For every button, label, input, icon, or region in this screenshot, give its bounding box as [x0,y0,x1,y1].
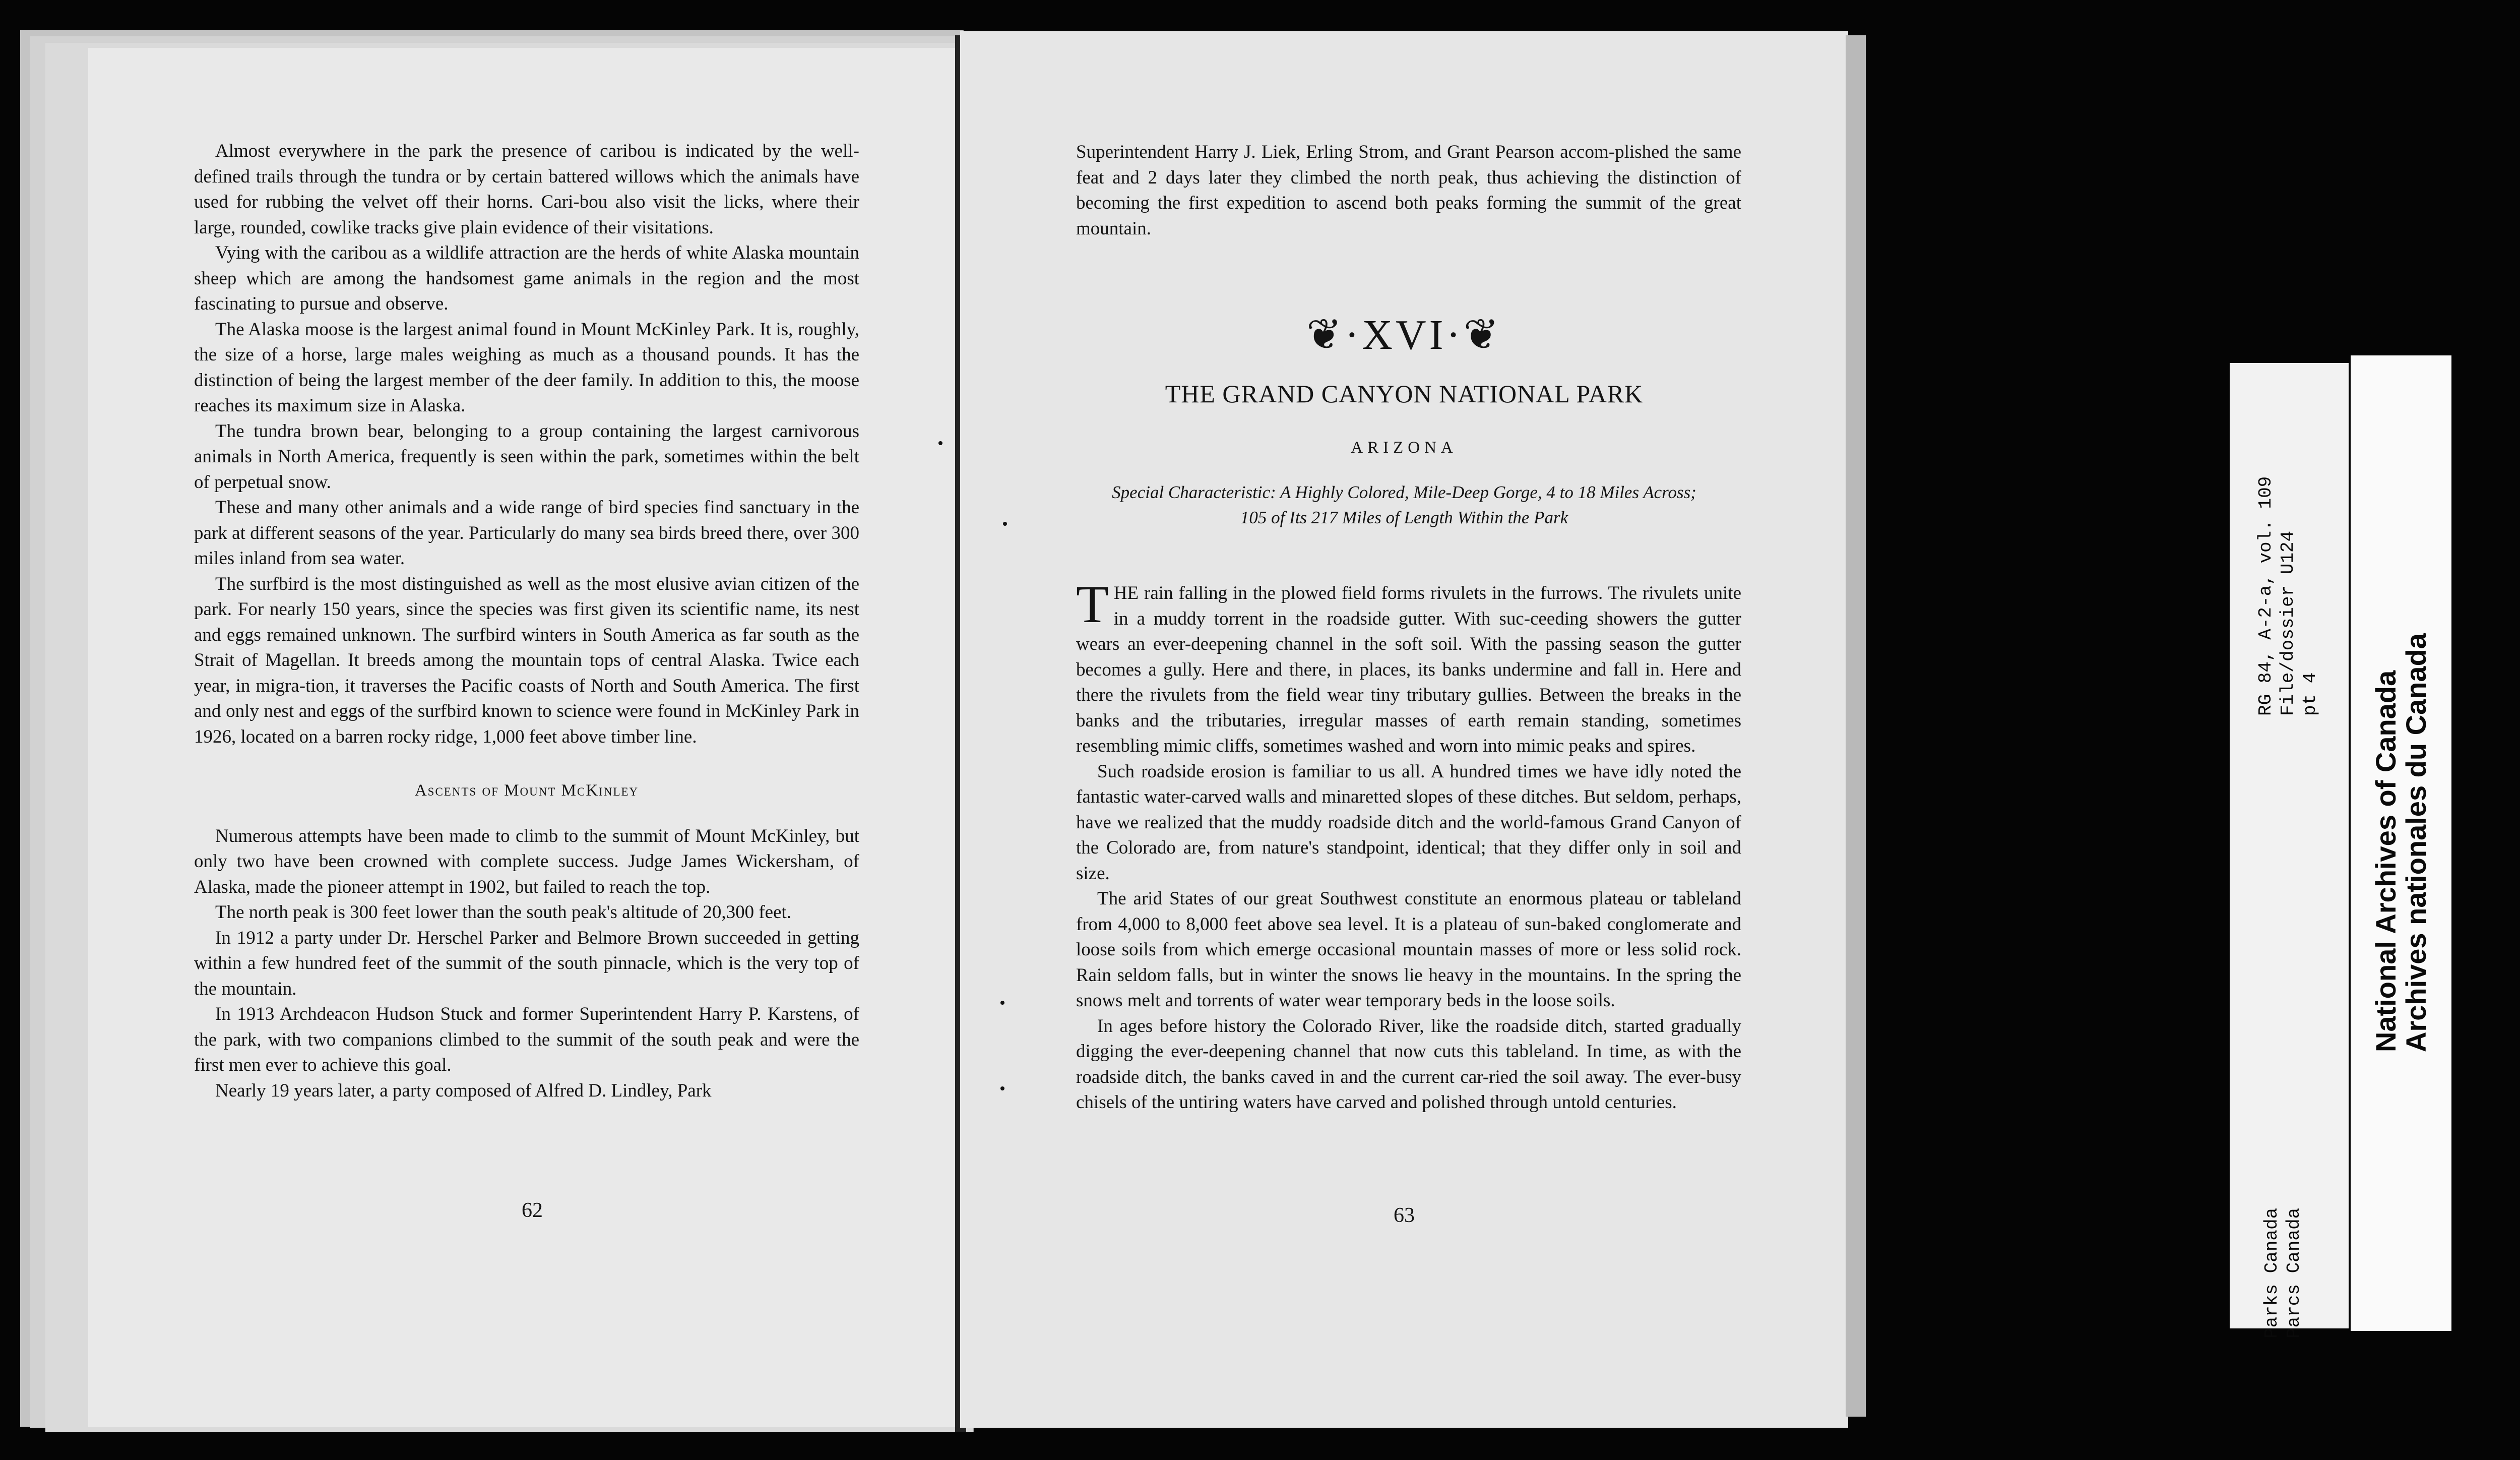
section-heading: Ascents of Mount McKinley [414,781,639,800]
paragraph: Almost everywhere in the park the presence of caribou is indicated by the well-defined trails through the tundra or by certain battered willows which the animals have used for rubbing the velvet off their horns. Cari-bou also visit the licks, where their large, rounded, cowlike tracks give plain evidence of their visitations. [194,141,859,238]
paragraph: Nearly 19 years later, a party composed of Alfred D. Lindley, Park [215,1080,712,1101]
archive-name-fr: Archives nationales du Canada [2400,633,2432,1052]
special-characteristic [1061,480,1747,530]
drop-cap: T [1076,575,1109,634]
archive-reference-strip [2230,363,2349,1339]
speck [938,441,942,445]
right-page-text [1076,575,1741,1116]
left-page [88,48,963,1427]
department-en: Parks Canada [2261,1207,2282,1339]
page-number: 63 [1394,1204,1415,1227]
file-reference [2255,476,2321,716]
paragraph: The arid States of our great Southwest constitute an enormous plateau or tableland from 4,000 to 8,000 feet above sea level. It is a plateau of sun-baked conglomerate and loose soils from which emerge occasional mountain masses of more or less solid rock. Rain seldom falls, but in winter the snows lie heavy in the mountains. In the spring the snows melt and torrents of water wear temporary beds in the loose soils. [1076,888,1741,1011]
department-fr: Parcs Canada [2284,1207,2304,1339]
reference-line: File/dossier U124 [2278,530,2298,716]
paragraph: The surfbird is the most distinguished as well as the most elusive avian citizen of the park. For nearly 150 years, since the species was first given its scientific name, its nest and eggs remained unknown. The surfbird winters in South America as far south as the Strait of Magellan. It breeds among the mountain tops of central Alaska. Twice each year, in migra-tion, it traverses the Pacific coasts of North and South America. The first and only nest and eggs of the surfbird known to science were found in McKinley Park in 1926, located on a barren rocky ridge, 1,000 feet above timber line. [194,573,859,747]
paragraph: In 1912 a party under Dr. Herschel Parker and Belmore Brown succeeded in getting within a few hundred feet of the summit of the south pinnacle, which is the very top of the mountain. [194,927,859,999]
department-label [2261,1208,2305,1339]
paragraph: The north peak is 300 feet lower than the south peak's altitude of 20,300 feet. [215,902,792,923]
paragraph: The tundra brown bear, belonging to a group containing the largest carnivorous animals in North America, frequently is seen within the park, sometimes within the belt of perpetual snow. [194,420,859,493]
speck [1000,1086,1004,1090]
paragraph: Vying with the caribou as a wildlife attraction are the herds of white Alaska mountain sheep which are among the handsomest game animals in the region and the most fascinating to pursue and observe. [194,242,859,314]
page-number: 62 [522,1199,543,1222]
right-page [960,31,1848,1428]
chapter-title: THE GRAND CANYON NATIONAL PARK [1165,380,1644,408]
paragraph: Numerous attempts have been made to climb to the summit of Mount McKinley, but only two have been crowned with complete success. Judge James Wickersham, of Alaska, made the pioneer attempt in 1902, but failed to reach the top. [194,825,859,897]
special-line: 105 of Its 217 Miles of Length Within the Park [1240,508,1568,527]
special-line: Special Characteristic: A Highly Colored, Mile-Deep Gorge, 4 to 18 Miles Across; [1112,482,1696,502]
paragraph: Superintendent Harry J. Liek, Erling Strom, and Grant Pearson accom-plished the same feat and 2 days later they climbed the north peak, thus achieving the distinction of becoming the first expedition to ascend both peaks forming the summit of the great mountain. [1076,142,1741,239]
chapter-state: ARIZONA [1351,439,1458,457]
reference-line: pt 4 [2300,672,2320,716]
first-paragraph-text: HE rain falling in the plowed field forms rivulets in the furrows. The rivulets unite in a muddy torrent in the roadside gutter. With suc-ceeding showers the gutter wears an ever-deepening channel in the soft soil. With the passing season the gutter becomes a gully. Here and there, in places, its banks undermine and fall in. Here and there the rivulets from the field wear tiny tributary gullies. Between the breaks in the banks and the tributaries, irregular masses of earth remain standing, sometimes resembling mimic cliffs, sometimes washed and worn into mimic peaks and spires. [1076,583,1741,756]
paragraph: Such roadside erosion is familiar to us all. A hundred times we have idly noted the fantastic water-carved walls and minaretted slopes of these ditches. But seldom, perhaps, have we realized that the muddy roadside ditch and the world-famous Grand Canyon of the Colorado are, from nature's standpoint, identical; that they differ only in soil and size. [1076,761,1741,884]
paragraph: These and many other animals and a wide range of bird species find sanctuary in the park at different seasons of the year. Particularly do many sea birds breed there, over 300 miles inland from sea water. [194,497,859,569]
chapter-number: ❦·XVI·❦ [1306,312,1502,358]
reference-line: RG 84, A-2-a, vol. 109 [2255,476,2276,716]
left-page-text [194,139,859,1104]
speck [1003,522,1007,526]
speck [1000,1001,1004,1005]
first-paragraph [1076,575,1741,759]
archive-name-en: National Archives of Canada [2370,670,2402,1052]
paragraph: In ages before history the Colorado River, like the roadside ditch, started gradually digging the ever-deepening channel that now cuts this tableland. In time, as with the roadside ditch, the banks caved in and the current car-ried the soil away. The ever-busy chisels of the untiring waters have carved and polished through untold centuries. [1076,1015,1741,1113]
continued-text [1076,140,1741,241]
archive-logo-strip [2351,355,2451,1331]
page-edge [1846,35,1866,1417]
paragraph: The Alaska moose is the largest animal found in Mount McKinley Park. It is, roughly, the size of a horse, large males weighing as much as a thousand pounds. It has the distinction of being the largest member of the deer family. In addition to this, the moose reaches its maximum size in Alaska. [194,319,859,416]
archive-name [2371,633,2431,1052]
paragraph: In 1913 Archdeacon Hudson Stuck and former Superintendent Harry P. Karstens, of the park, with two companions climbed to the summit of the south peak and were the first men ever to achieve this goal. [194,1004,859,1075]
